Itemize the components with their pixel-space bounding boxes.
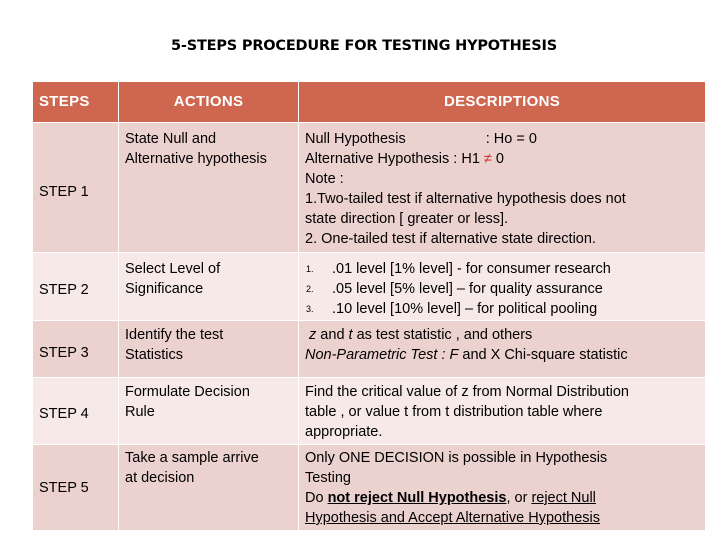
action-line: Rule [125,404,155,420]
desc-line [305,129,699,149]
page-title: 5-STEPS PROCEDURE FOR TESTING HYPOTHESIS [171,38,557,54]
chi-square-text: and X Chi-square statistic [458,347,628,363]
action-line: Identify the test [125,327,224,343]
list-item [305,259,699,279]
description-cell [299,378,706,445]
desc-line [305,488,699,508]
desc-line: state direction [ greater or less]. [305,211,509,227]
desc-line: Testing [305,470,351,486]
table-row [33,378,706,445]
action-line: Significance [125,281,204,297]
not-reject-text: not reject Null Hypothesis [327,490,507,506]
desc-line [305,508,699,528]
desc-line: 2. One-tailed test if alternative state direction. [305,231,596,247]
description-cell [299,445,706,531]
action-line: Formulate Decision [125,384,250,400]
table-row [33,123,706,253]
hypothesis-steps-table [32,81,706,531]
action-cell [119,253,299,321]
desc-line [305,149,699,169]
step-label: STEP 3 [33,321,119,378]
z-symbol: z [309,327,317,343]
desc-line: Note : [305,171,344,187]
list-number: 2. [306,284,314,294]
action-line: Alternative hypothesis [125,151,267,167]
list-text: .01 level [1% level] - for consumer research [332,261,611,277]
table-row [33,445,706,531]
action-line: Select Level of [125,261,221,277]
action-cell [119,123,299,253]
list-text: .10 level [10% level] – for political pooling [332,301,598,317]
list-number: 3. [306,304,314,314]
action-cell [119,378,299,445]
accept-alternative-text: Hypothesis and Accept Alternative Hypothesis [305,510,600,526]
desc-line: Find the critical value of z from Normal Distribution [305,384,629,400]
header-steps: STEPS [33,82,119,123]
reject-null-text: reject Null [531,490,596,506]
action-line: Statistics [125,347,184,363]
step-label: STEP 5 [33,445,119,531]
non-parametric-text: Non-Parametric Test : F [305,347,459,363]
action-line: at decision [125,470,195,486]
step-label: STEP 2 [33,253,119,321]
alt-hypothesis-label: Alternative Hypothesis : H1 [305,151,484,167]
action-cell [119,321,299,378]
or-text: , or [506,490,532,506]
header-descriptions: DESCRIPTIONS [299,82,706,123]
action-line: State Null and [125,131,217,147]
not-equal-symbol: ≠ [483,151,492,167]
desc-line: Only ONE DECISION is possible in Hypothesis [305,450,608,466]
null-hypothesis-label: Null Hypothesis [305,131,406,147]
action-line: Take a sample arrive [125,450,259,466]
step-label: STEP 4 [33,378,119,445]
action-cell [119,445,299,531]
list-number: 1. [306,264,314,274]
list-text: .05 level [5% level] – for quality assurance [332,281,603,297]
description-cell [299,123,706,253]
table-row [33,253,706,321]
null-hypothesis-value: : Ho = 0 [485,131,537,147]
header-row [33,82,706,123]
step-label: STEP 1 [33,123,119,253]
significance-list [305,259,699,319]
description-cell [299,253,706,321]
list-item [305,299,699,319]
desc-line: appropriate. [305,424,383,440]
list-item [305,279,699,299]
test-statistic-text: as test statistic , and others [352,327,533,343]
header-actions: ACTIONS [119,82,299,123]
desc-line: 1.Two-tailed test if alternative hypothesis does not [305,191,626,207]
desc-line: table , or value t from t distribution table where [305,404,603,420]
do-text: Do [305,490,328,506]
desc-line [305,325,699,345]
and-text: and [316,327,349,343]
table-row [33,321,706,378]
t-symbol: t [348,327,353,343]
alt-hypothesis-value: 0 [491,151,504,167]
description-cell [299,321,706,378]
desc-line [305,345,699,365]
